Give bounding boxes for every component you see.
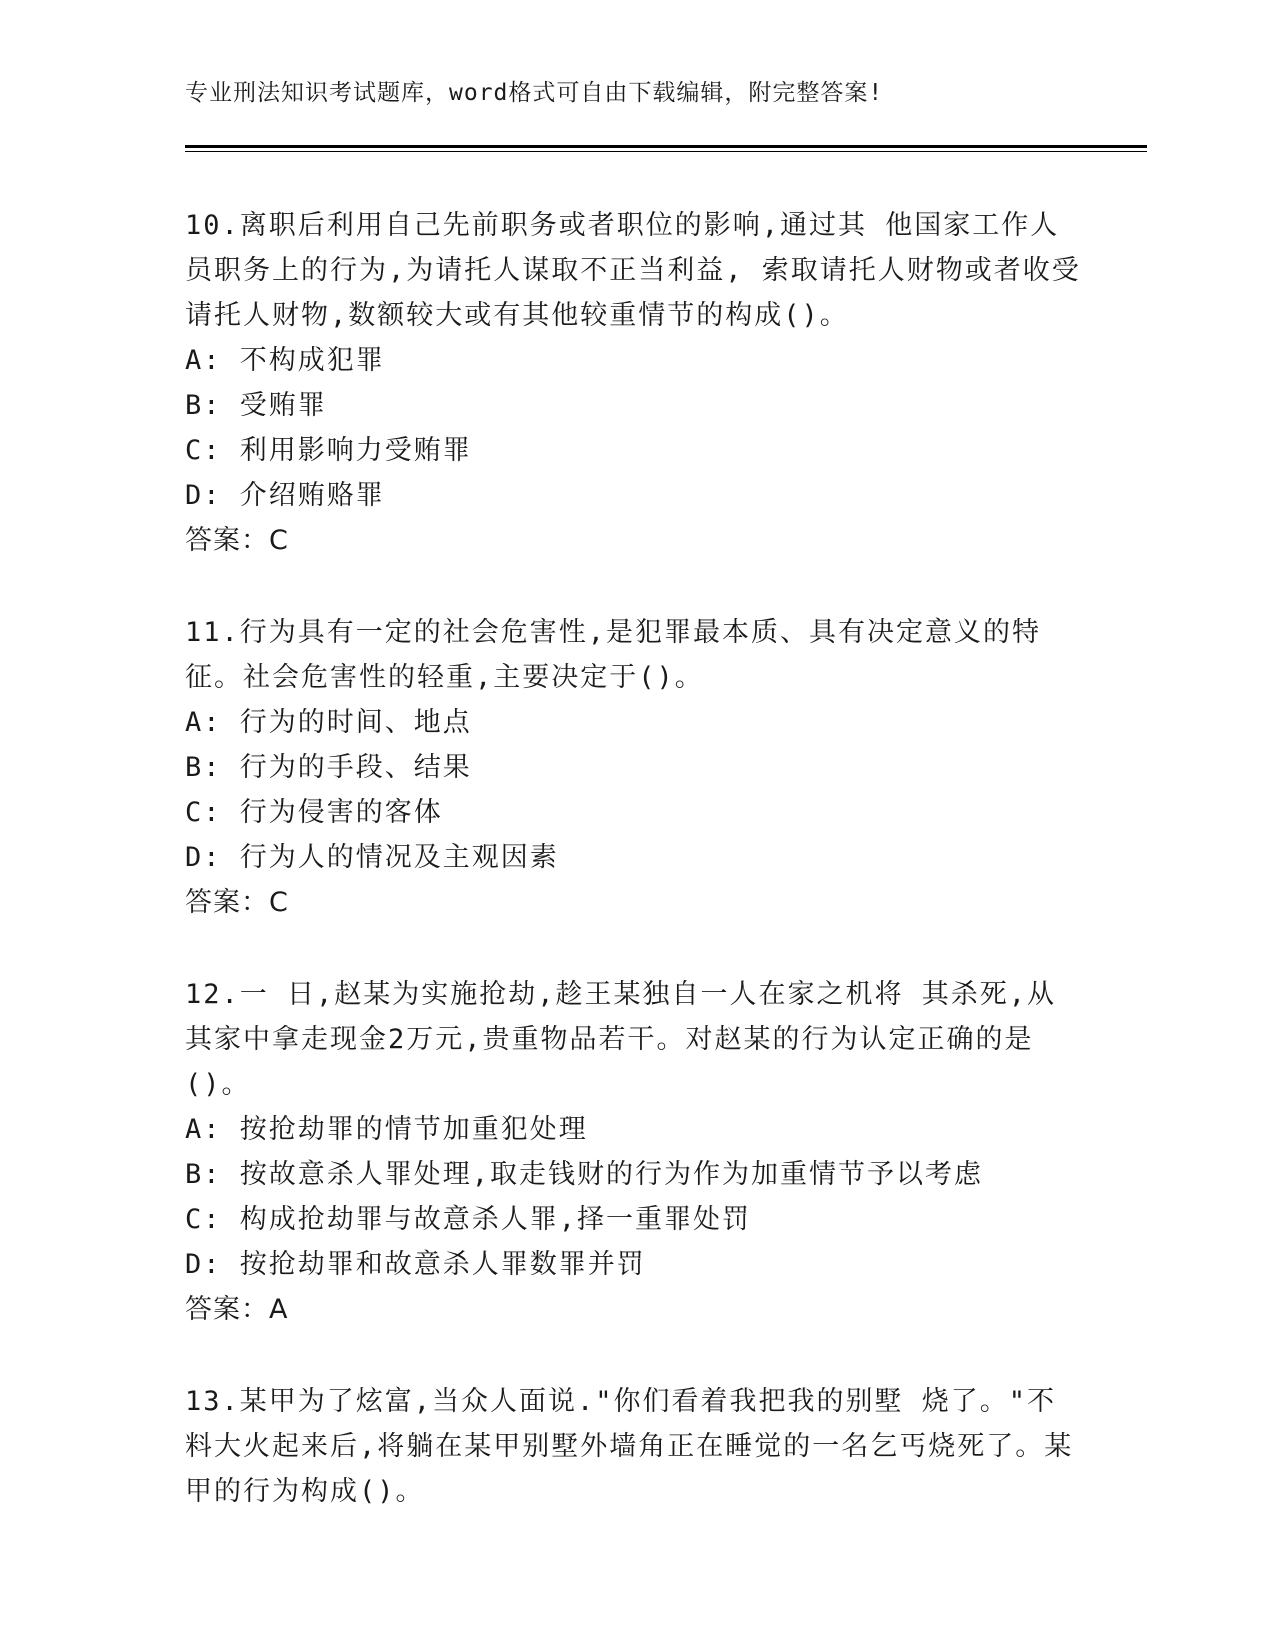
option-d: D: 介绍贿赂罪 [185,480,385,511]
option-c: C: 行为侵害的客体 [185,797,443,828]
question-text: 11.行为具有一定的社会危害性,是犯罪最本质、具有决定意义的特征。社会危害性的轻重,主要决定于()。 [185,617,1042,693]
option-a: A: 按抢劫罪的情节加重犯处理 [185,1114,588,1145]
question-text: 10.离职后利用自己先前职务或者职位的影响,通过其 他国家工作人员职务上的行为,为请托人谋取不正当利益, 索取请托人财物或者收受请托人财物,数额较大或有其他较重情节的构成()。 [185,210,1081,331]
option-b: B: 按故意杀人罪处理,取走钱财的行为作为加重情节予以考虑 [185,1159,984,1190]
option-d: D: 行为人的情况及主观因素 [185,842,559,873]
option-b: B: 行为的手段、结果 [185,752,472,783]
header-rule-thick [185,145,1147,148]
answer-line: 答案：C [185,525,289,556]
answer-line: 答案：C [185,887,289,918]
question-text: 12.一 日,赵某为实施抢劫,趁王某独自一人在家之机将 其杀死,从其家中拿走现金2万元,贵重物品若干。对赵某的行为认定正确的是()。 [185,979,1057,1100]
option-d: D: 按抢劫罪和故意杀人罪数罪并罚 [185,1249,646,1280]
option-c: C: 利用影响力受贿罪 [185,435,472,466]
question-text: 13.某甲为了炫富,当众人面说."你们看着我把我的别墅 烧了。"不料大火起来后,将躺在某甲别墅外墙角正在睡觉的一名乞丐烧死了。某甲的行为构成()。 [185,1386,1074,1507]
question-13 [185,1379,1085,1514]
option-a: A: 不构成犯罪 [185,345,385,376]
header-rule-thin [185,151,1147,152]
question-12 [185,972,1085,1332]
document-header: 专业刑法知识考试题库，word格式可自由下载编辑，附完整答案! [185,80,884,106]
option-b: B: 受贿罪 [185,390,327,421]
question-list [185,203,1085,1561]
question-11 [185,610,1085,925]
option-a: A: 行为的时间、地点 [185,707,472,738]
question-10 [185,203,1085,563]
answer-line: 答案：A [185,1294,289,1325]
option-c: C: 构成抢劫罪与故意杀人罪,择一重罪处罚 [185,1204,752,1235]
